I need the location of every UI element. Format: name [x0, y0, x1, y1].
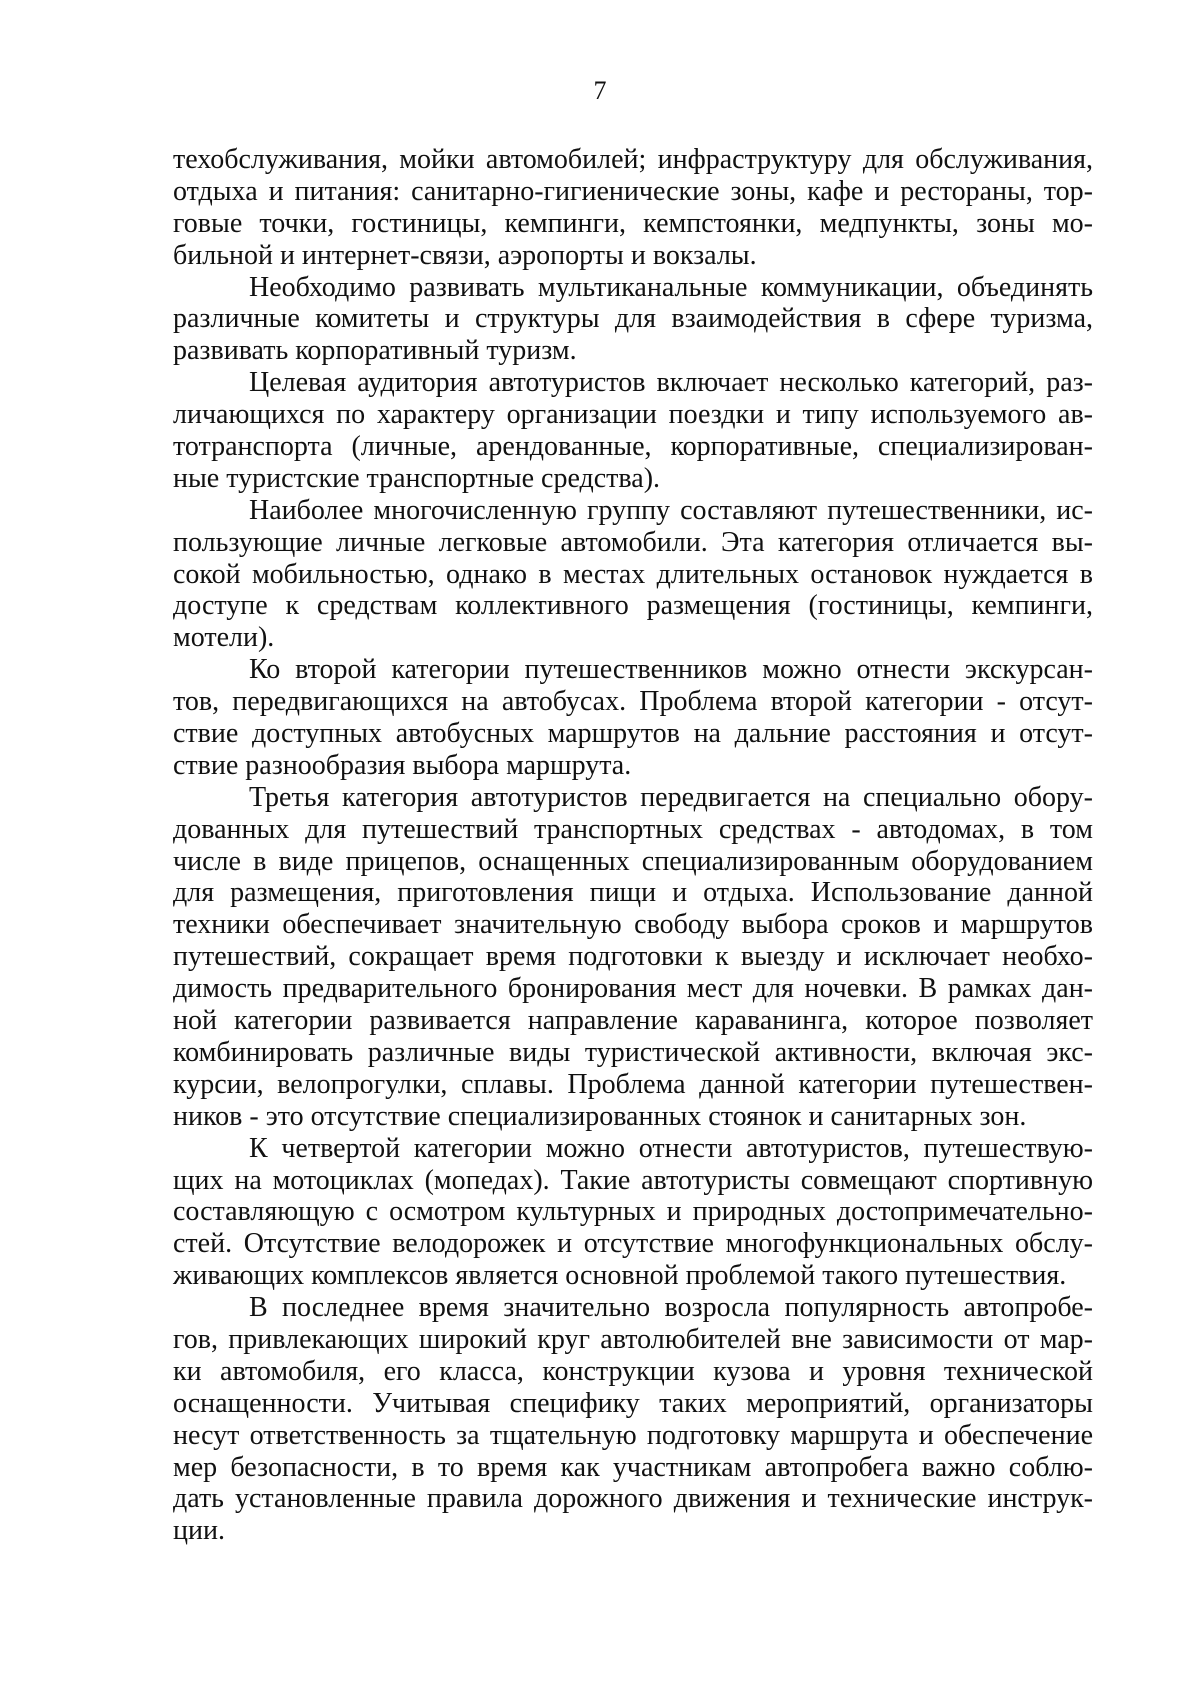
text-line: несут ответственность за тщательную подготовку маршрута и обеспечение: [173, 1419, 1093, 1451]
text-line: ствие разнообразия выбора маршрута.: [173, 749, 632, 781]
text-line: щих на мотоциклах (мопедах). Такие автотуристы совмещают спортивную: [173, 1164, 1093, 1196]
text-line: стей. Отсутствие велодорожек и отсутствие многофункциональных обслу-: [173, 1228, 1093, 1260]
text-line: техники обеспечивает значительную свободу выбора сроков и маршрутов: [173, 909, 1093, 941]
body-text: [173, 144, 1093, 1547]
text-line: Третья категория автотуристов передвигается на специально обору-: [249, 781, 1093, 813]
text-line: дованных для путешествий транспортных средствах - автодомах, в том: [173, 813, 1093, 845]
text-line: мотели).: [173, 622, 275, 654]
text-line: курсии, велопрогулки, сплавы. Проблема данной категории путешествен-: [173, 1068, 1093, 1100]
text-line: тотранспорта (личные, арендованные, корпоративные, специализирован-: [173, 431, 1093, 463]
text-line: доступе к средствам коллективного размещения (гостиницы, кемпинги,: [173, 590, 1093, 622]
text-line: ки автомобиля, его класса, конструкции кузова и уровня технической: [173, 1355, 1093, 1387]
text-line: оснащенности. Учитывая специфику таких мероприятий, организаторы: [173, 1387, 1093, 1419]
text-line: пользующие личные легковые автомобили. Эта категория отличается вы-: [173, 526, 1093, 558]
text-line: для размещения, приготовления пищи и отдыха. Использование данной: [173, 877, 1093, 909]
text-line: димость предварительного бронирования мест для ночевки. В рамках дан-: [173, 973, 1093, 1005]
text-line: развивать корпоративный туризм.: [173, 335, 577, 367]
text-line: дать установленные правила дорожного движения и технические инструк-: [173, 1483, 1093, 1515]
text-line: ной категории развивается направление караванинга, которое позволяет: [173, 1005, 1093, 1037]
text-line: Наиболее многочисленную группу составляют путешественники, ис-: [249, 494, 1093, 526]
text-line: Необходимо развивать мультиканальные коммуникации, объединять: [249, 271, 1093, 303]
text-line: гов, привлекающих широкий круг автолюбителей вне зависимости от мар-: [173, 1323, 1093, 1355]
text-line: ников - это отсутствие специализированных стоянок и санитарных зон.: [173, 1100, 1027, 1132]
text-line: путешествий, сокращает время подготовки к выезду и исключает необхо-: [173, 941, 1093, 973]
text-line: ные туристские транспортные средства).: [173, 462, 661, 494]
text-line: отдыха и питания: санитарно-гигиенические зоны, кафе и рестораны, тор-: [173, 175, 1093, 207]
text-line: составляющую с осмотром культурных и природных достопримечательно-: [173, 1196, 1093, 1228]
text-line: К четвертой категории можно отнести автотуристов, путешествую-: [249, 1132, 1093, 1164]
text-line: Ко второй категории путешественников можно отнести экскурсан-: [249, 654, 1093, 686]
text-line: тов, передвигающихся на автобусах. Проблема второй категории - отсут-: [173, 686, 1093, 718]
text-line: сокой мобильностью, однако в местах длительных остановок нуждается в: [173, 558, 1093, 590]
text-line: бильной и интернет-связи, аэропорты и вокзалы.: [173, 239, 757, 271]
text-line: говые точки, гостиницы, кемпинги, кемпстоянки, медпункты, зоны мо-: [173, 207, 1093, 239]
text-line: различные комитеты и структуры для взаимодействия в сфере туризма,: [173, 303, 1093, 335]
text-line: ции.: [173, 1515, 225, 1547]
text-line: В последнее время значительно возросла популярность автопробе-: [249, 1292, 1093, 1324]
text-line: личающихся по характеру организации поездки и типу используемого ав-: [173, 399, 1093, 431]
page-number: 7: [593, 76, 607, 105]
text-line: комбинировать различные виды туристической активности, включая экс-: [173, 1036, 1093, 1068]
text-line: Целевая аудитория автотуристов включает несколько категорий, раз-: [249, 367, 1093, 399]
text-line: живающих комплексов является основной проблемой такого путешествия.: [173, 1260, 1067, 1292]
text-line: мер безопасности, в то время как участникам автопробега важно соблю-: [173, 1451, 1093, 1483]
text-line: техобслуживания, мойки автомобилей; инфраструктуру для обслуживания,: [173, 144, 1093, 175]
text-line: ствие доступных автобусных маршрутов на дальние расстояния и отсут-: [173, 718, 1093, 750]
text-line: числе в виде прицепов, оснащенных специализированным оборудованием: [173, 845, 1093, 877]
